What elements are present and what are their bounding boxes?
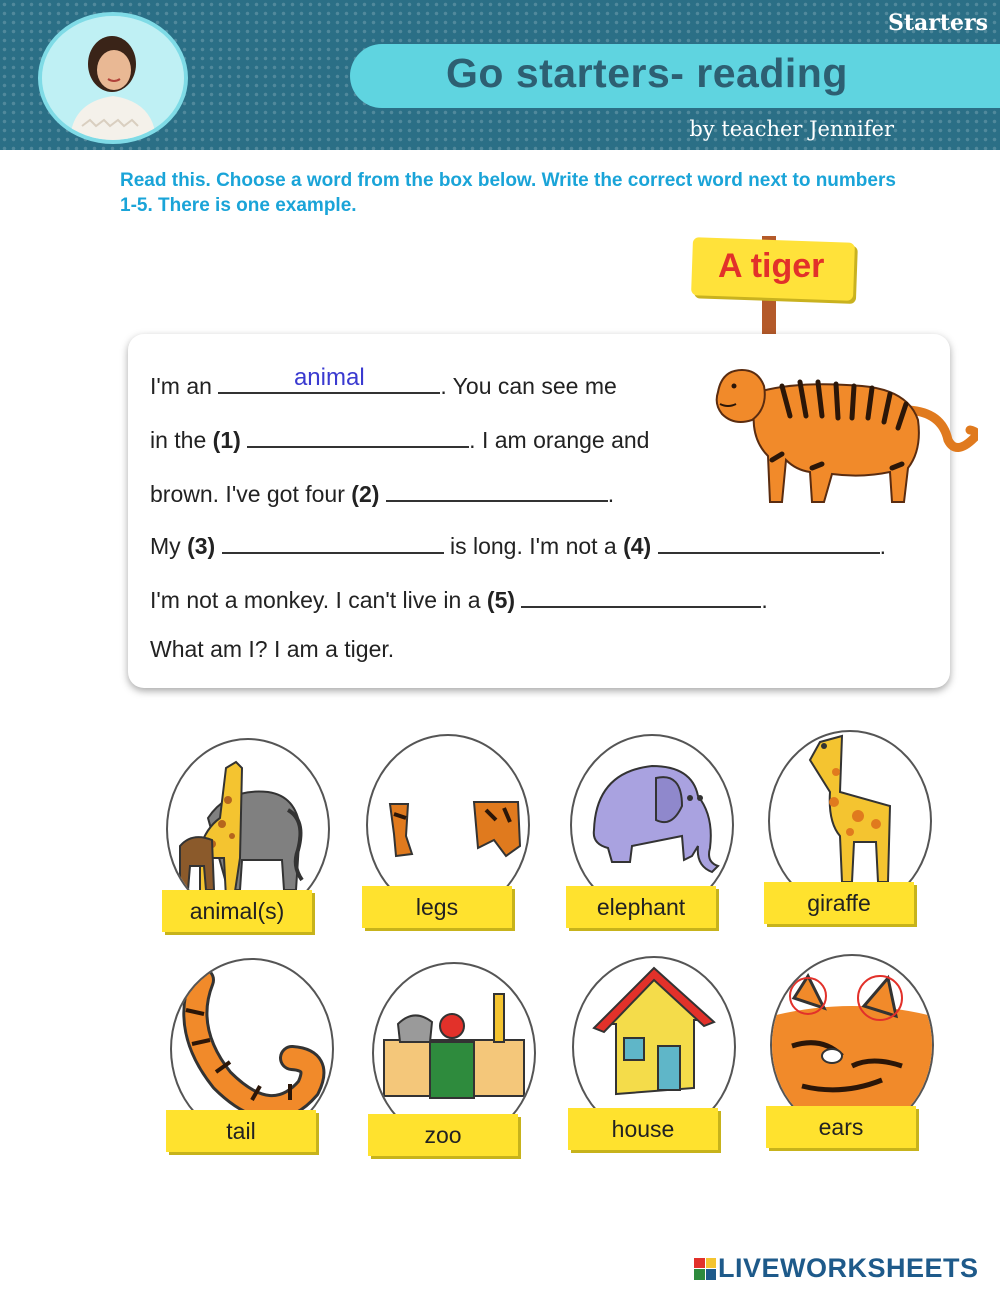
tiger-illustration <box>712 360 978 510</box>
passage-text: in the <box>150 427 207 453</box>
page-title: Go starters- reading <box>446 50 848 96</box>
passage-text: My <box>150 533 181 559</box>
passage-text: brown. I've got four <box>150 481 345 507</box>
passage-line-5 <box>150 584 768 614</box>
word-label: animal(s) <box>162 890 312 932</box>
word-card-tail[interactable] <box>166 958 336 1168</box>
sign-text: A tiger <box>718 247 825 285</box>
word-label: tail <box>166 1110 316 1152</box>
passage-text: I'm not a monkey. I can't live in a <box>150 587 481 613</box>
passage-text: is long. I'm not a <box>449 533 617 559</box>
passage-text: . <box>607 481 615 507</box>
word-card-animals[interactable] <box>162 738 332 948</box>
word-label: house <box>568 1108 718 1150</box>
passage-text: . <box>879 533 887 559</box>
liveworksheets-logo <box>694 1253 979 1284</box>
word-card-elephant[interactable] <box>566 734 736 944</box>
answer-blank-2[interactable] <box>386 478 608 502</box>
question-number-5: (5) <box>486 587 516 613</box>
passage-line-2 <box>150 424 649 454</box>
passage-line-1 <box>150 364 617 400</box>
question-number-3: (3) <box>187 533 216 559</box>
word-label: zoo <box>368 1114 518 1156</box>
example-answer: animal <box>293 364 365 391</box>
question-number-1: (1) <box>212 427 241 453</box>
question-number-4: (4) <box>623 533 652 559</box>
passage-line-6: What am I? I am a tiger. <box>150 636 395 662</box>
passage-text: . <box>761 587 768 613</box>
answer-blank-1[interactable] <box>247 424 469 448</box>
answer-blank-3[interactable] <box>222 530 444 554</box>
question-number-2: (2) <box>351 481 380 507</box>
level-label: Starters <box>887 10 988 36</box>
word-card-legs[interactable] <box>362 734 532 944</box>
example-blank <box>218 364 440 394</box>
passage-line-4 <box>150 530 886 560</box>
instructions: Read this. Choose a word from the box below. Write the correct word next to numbers 1-5. There is one example. <box>120 170 896 216</box>
teacher-avatar <box>38 12 188 144</box>
word-card-giraffe[interactable] <box>764 730 934 940</box>
logo-text: LIVEWORKSHEETS <box>718 1253 979 1283</box>
word-card-zoo[interactable] <box>368 962 538 1172</box>
logo-mark-icon <box>694 1258 716 1280</box>
answer-blank-4[interactable] <box>658 530 880 554</box>
passage-text: . I am orange and <box>469 427 650 453</box>
passage-text: I'm an <box>150 373 212 399</box>
author-byline: by teacher Jennifer <box>689 117 894 141</box>
word-card-house[interactable] <box>568 956 738 1166</box>
answer-blank-5[interactable] <box>521 584 761 608</box>
word-label: legs <box>362 886 512 928</box>
word-label: elephant <box>566 886 716 928</box>
passage-text: . You can see me <box>440 373 617 399</box>
word-card-ears[interactable] <box>766 954 936 1164</box>
passage-line-3 <box>150 478 614 508</box>
word-label: giraffe <box>764 882 914 924</box>
word-label: ears <box>766 1106 916 1148</box>
